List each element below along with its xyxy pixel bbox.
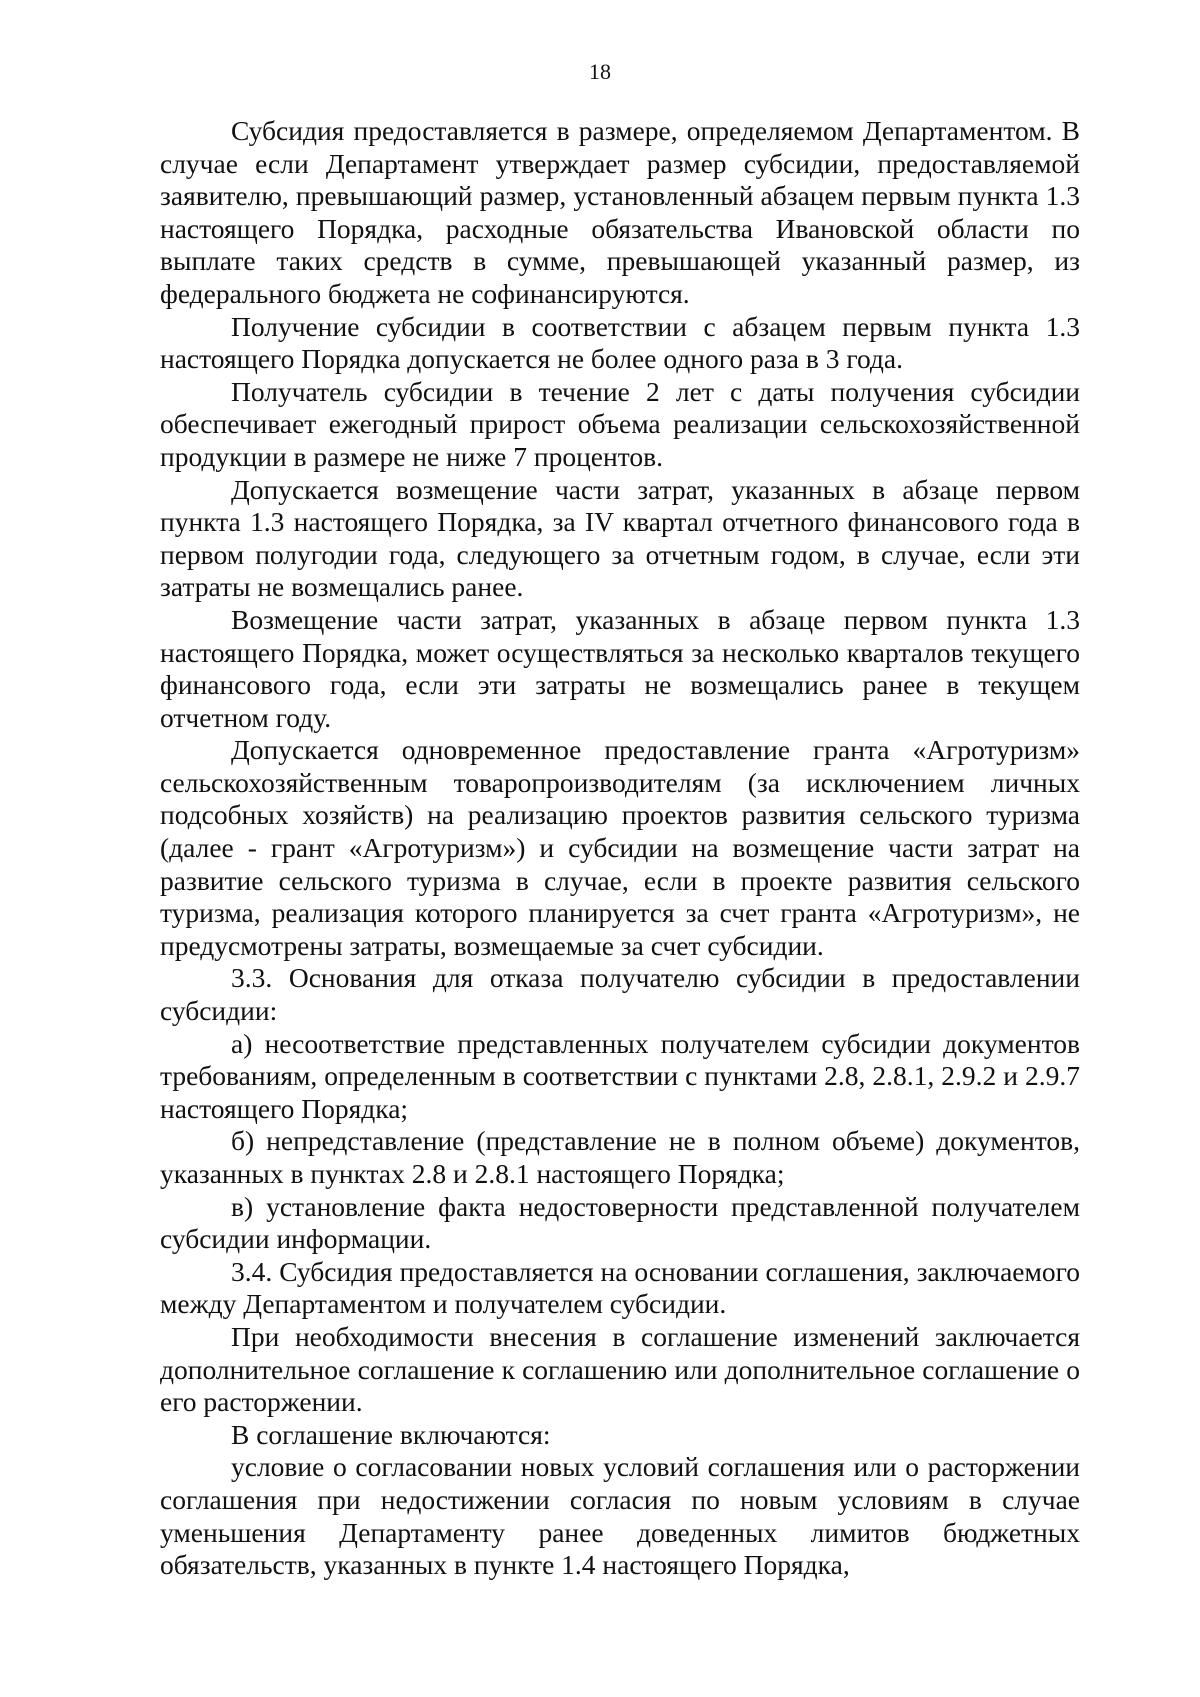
page-number: 18 <box>589 59 611 84</box>
list-item-refusal-c: в) установление факта недостоверности представленной получателем субсидии информации. <box>160 1190 1080 1255</box>
paragraph-subsidy-amount: Субсидия предоставляется в размере, определяемом Департаментом. В случае если Департамент утверждает размер субсидии, предоставляемой заявителю, превышающий размер, установленный абзацем первым пункта 1.3 настоящего Порядка, расходные обязательства Ивановской области по выплате таких средств в сумме, превышающей указанный размер, из федерального бюджета не софинансируются. <box>160 115 1080 309</box>
paragraph-agreement-contents: В соглашение включаются: <box>231 1418 551 1450</box>
paragraph-agreement-condition: условие о согласовании новых условий соглашения или о расторжении соглашения при недостижении согласия по новым условиям в случае уменьшения Департаменту ранее доведенных лимитов бюджетных обязательств, указанных в пункте 1.4 настоящего Порядка, <box>160 1451 1080 1581</box>
paragraph-subsidy-frequency: Получение субсидии в соответствии с абзацем первым пункта 1.3 настоящего Порядка допускается не более одного раза в 3 года. <box>160 310 1080 375</box>
paragraph-recipient-obligation: Получатель субсидии в течение 2 лет с даты получения субсидии обеспечивает ежегодный прирост объема реализации сельскохозяйственной продукции в размере не ниже 7 процентов. <box>160 375 1080 472</box>
paragraph-agreement-amendments: При необходимости внесения в соглашение изменений заключается дополнительное соглашение к соглашению или дополнительное соглашение о его расторжении. <box>160 1320 1080 1418</box>
list-item-refusal-a: а) несоответствие представленных получателем субсидии документов требованиям, определенным в соответствии с пунктами 2.8, 2.8.1, 2.9.2 и 2.9.7 настоящего Порядка; <box>160 1027 1080 1124</box>
list-item-refusal-b: б) непредставление (представление не в полном объеме) документов, указанных в пунктах 2.8 и 2.8.1 настоящего Порядка; <box>160 1125 1080 1189</box>
paragraph-refusal-grounds: 3.3. Основания для отказа получателю субсидии в предоставлении субсидии: <box>160 962 1080 1027</box>
paragraph-agrotourism-grant: Допускается одновременное предоставление гранта «Агротуризм» сельскохозяйственным товаропроизводителям (за исключением личных подсобных хозяйств) на реализацию проектов развития сельского туризма (далее - грант «Агротуризм») и субсидии на возмещение части затрат на развитие сельского туризма в случае, если в проекте развития сельского туризма, реализация которого планируется за счет гранта «Агротуризм», не предусмотрены затраты, возмещаемые за счет субсидии. <box>160 734 1080 961</box>
paragraph-quarterly-compensation: Возмещение части затрат, указанных в абзаце первом пункта 1.3 настоящего Порядка, может осуществляться за несколько кварталов текущего финансового года, если эти затраты не возмещались ранее в текущем отчетном году. <box>160 603 1080 733</box>
paragraph-q4-compensation: Допускается возмещение части затрат, указанных в абзаце первом пункта 1.3 настоящего Порядка, за IV квартал отчетного финансового года в первом полугодии года, следующего за отчетным годом, в случае, если эти затраты не возмещались ранее. <box>160 473 1080 603</box>
document-body <box>160 115 1080 1582</box>
paragraph-agreement-basis: 3.4. Субсидия предоставляется на основании соглашения, заключаемого между Департаментом и получателем субсидии. <box>160 1255 1080 1320</box>
